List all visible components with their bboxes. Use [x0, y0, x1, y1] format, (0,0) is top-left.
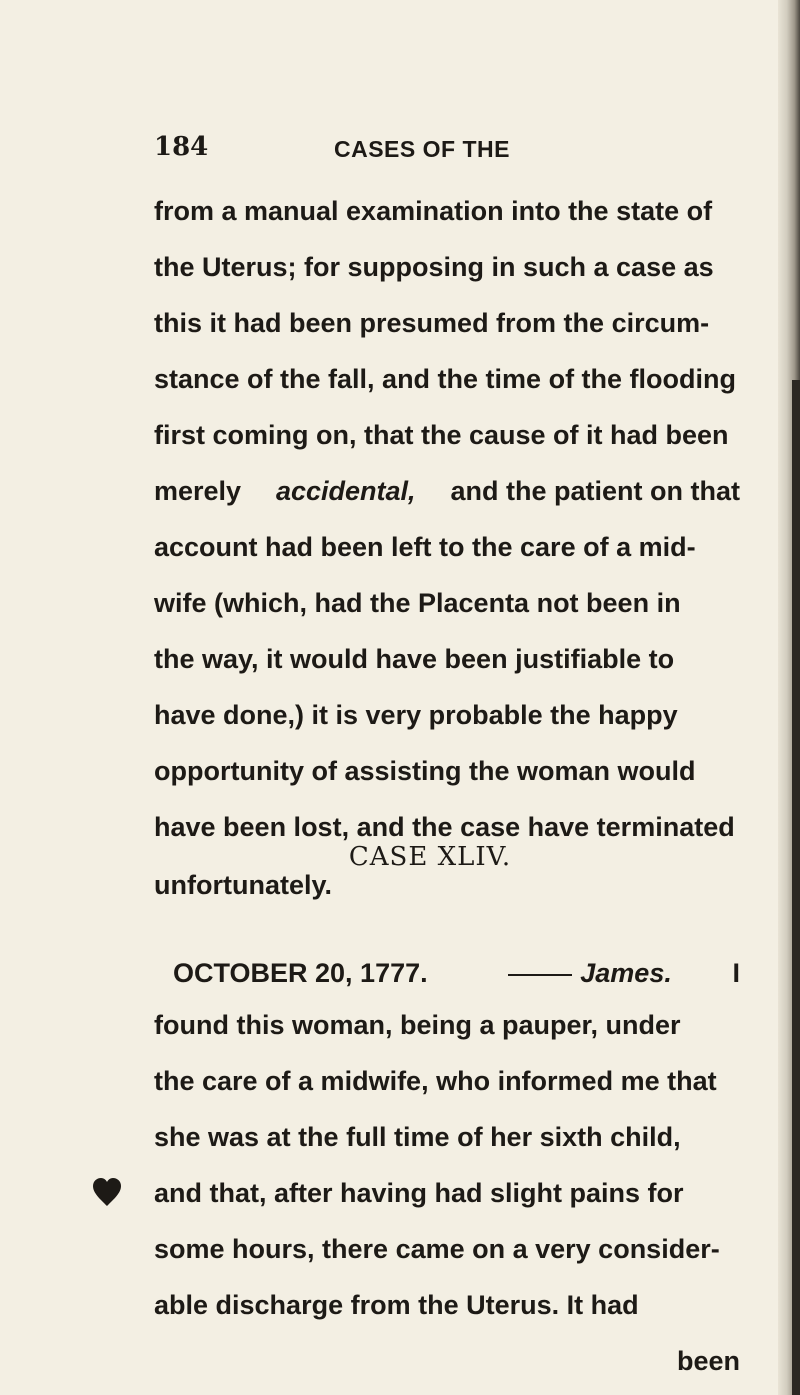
page-edge-dark — [792, 380, 800, 1395]
body-line-8: wife (which, had the Placenta not been in — [154, 588, 681, 618]
body-line-6-rest: and the patient on that — [450, 476, 740, 506]
body-line-6 — [154, 478, 740, 505]
case-name-group — [488, 958, 672, 989]
running-head: CASES OF THE — [334, 136, 510, 162]
page-header — [154, 132, 754, 172]
case-line-1: found this woman, being a pauper, under — [154, 1010, 681, 1040]
body-line-7: account had been left to the care of a mid- — [154, 532, 696, 562]
case-date: OCTOBER 20, 1777. — [173, 958, 428, 988]
body-line-13: unfortunately. — [154, 870, 332, 900]
case-line-4: and that, after having had slight pains for — [154, 1178, 684, 1208]
catchword: been — [676, 1346, 740, 1376]
body-line-2: the Uterus; for supposing in such a case as — [154, 252, 714, 282]
body-line-12: have been lost, and the case have terminated — [154, 812, 735, 842]
case-first-word: I — [732, 958, 740, 988]
heart-shaped-ink-mark-icon — [90, 1175, 124, 1209]
case-heading: CASE XLIV. — [348, 842, 512, 872]
body-line-6-start: merely — [154, 476, 242, 506]
body-line-10: have done,) it is very probable the happy — [154, 700, 678, 730]
case-date-line — [173, 958, 740, 989]
body-line-11: opportunity of assisting the woman would — [154, 756, 696, 786]
body-line-3: this it had been presumed from the circum- — [154, 308, 710, 338]
body-line-4: stance of the fall, and the time of the flooding — [154, 364, 737, 394]
case-line-6: able discharge from the Uterus. It had — [154, 1290, 639, 1320]
case-name: James. — [580, 958, 672, 988]
body-line-9: the way, it would have been justifiable to — [154, 644, 675, 674]
page-number: 184 — [154, 132, 209, 162]
body-line-5: first coming on, that the cause of it had been — [154, 420, 729, 450]
em-dash-rule — [508, 974, 572, 976]
body-line-1: from a manual examination into the state of — [154, 196, 713, 226]
emphasis-accidental: accidental, — [276, 476, 416, 506]
case-line-3: she was at the full time of her sixth child, — [154, 1122, 681, 1152]
case-line-5: some hours, there came on a very consider- — [154, 1234, 720, 1264]
case-line-2: the care of a midwife, who informed me that — [154, 1066, 717, 1096]
